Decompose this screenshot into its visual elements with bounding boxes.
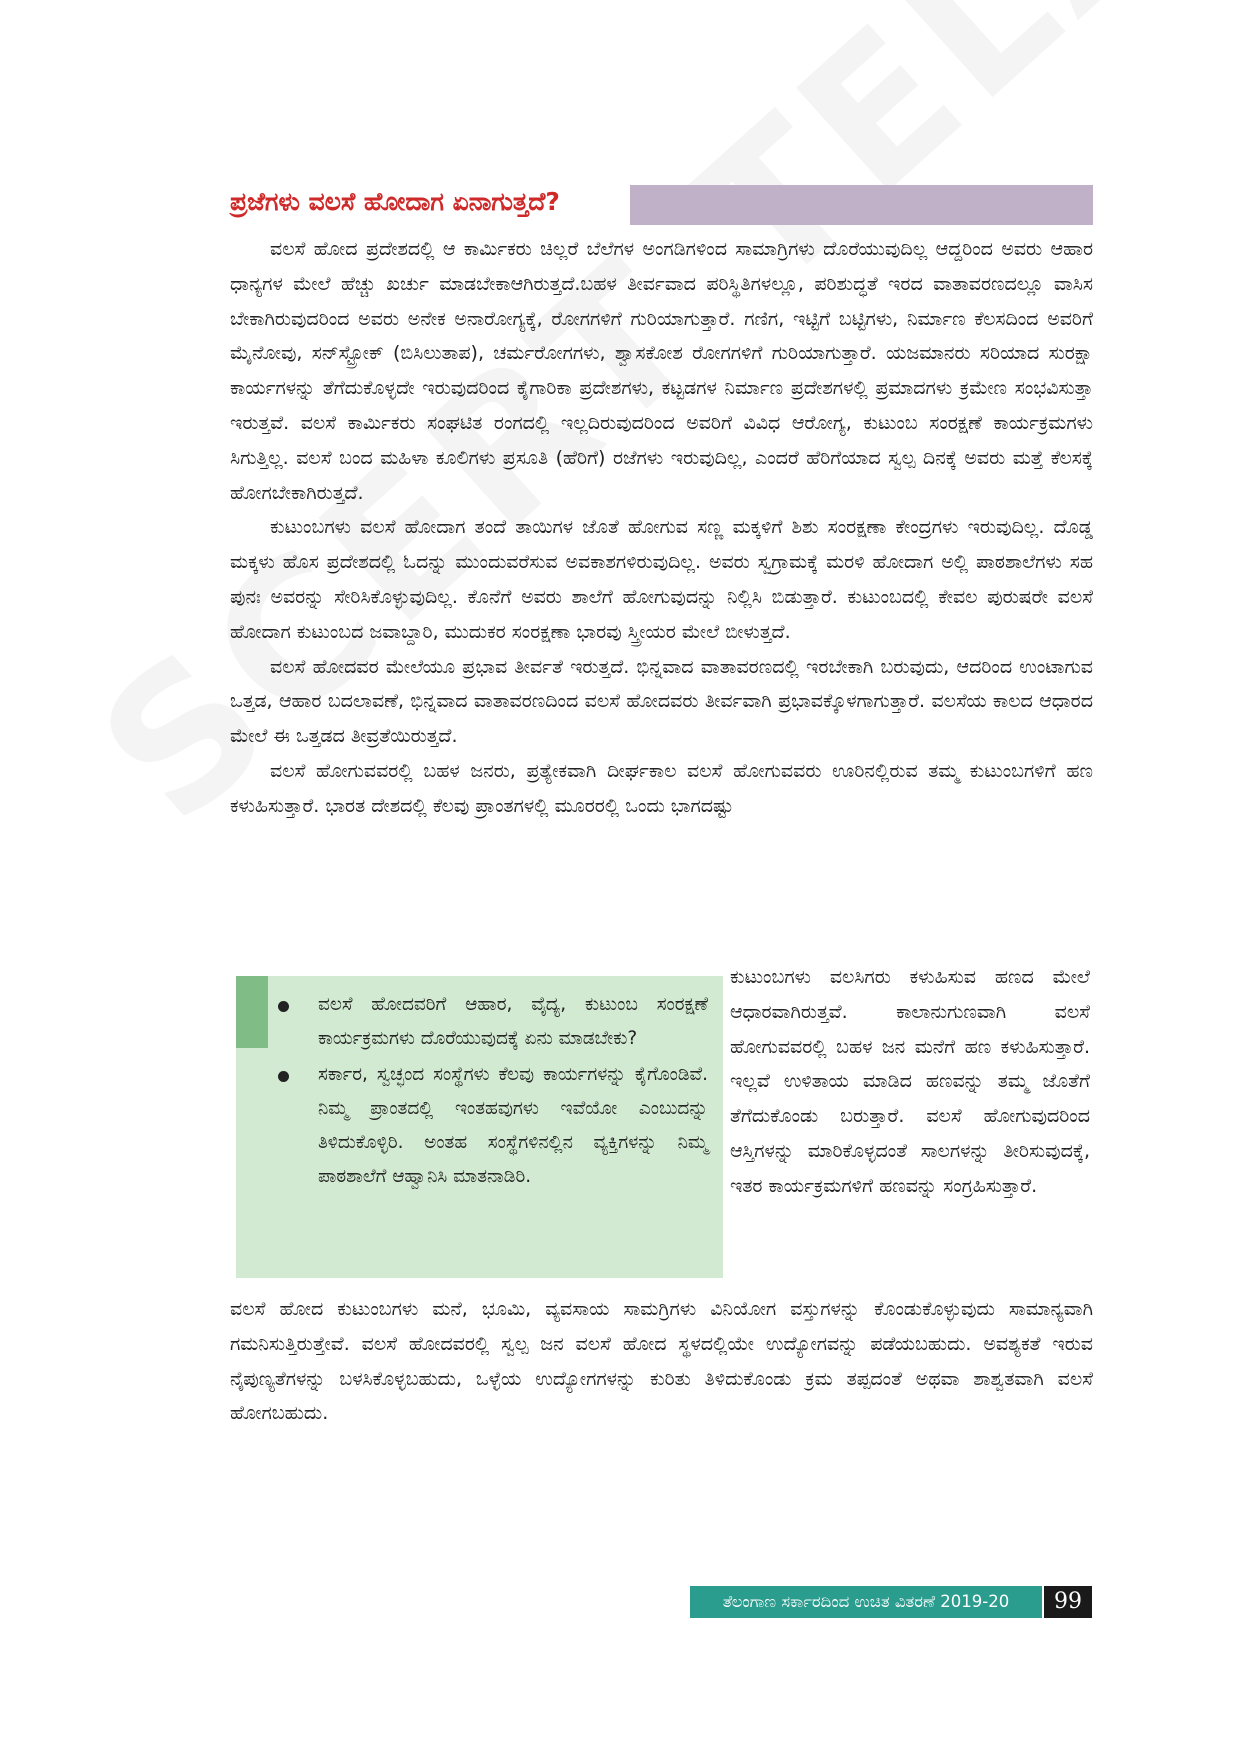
activity-list xyxy=(278,988,708,1196)
bullet-icon xyxy=(278,1001,289,1012)
activity-item xyxy=(278,1058,708,1194)
paragraph: ವಲಸೆ ಹೋಗುವವರಲ್ಲಿ ಬಹಳ ಜನರು, ಪ್ರತ್ಯೇಕವಾಗಿ ದೀರ್ಘಕಾಲ ವಲಸೆ ಹೋಗುವವರು ಊರಿನಲ್ಲಿರುವ ತಮ್ಮ ಕುಟುಂಬಗಳಿಗೆ ಹಣ ಕಳುಹಿಸುತ್ತಾರೆ. ಭಾರತ ದೇಶದಲ್ಲಿ ಕೆಲವು ಪ್ರಾಂತಗಳಲ್ಲಿ ಮೂರರಲ್ಲಿ ಒಂದು ಭಾಗದಷ್ಟು xyxy=(230,759,1093,817)
section-title: ಪ್ರಜೆಗಳು ವಲಸೆ ಹೋದಾಗ ಏನಾಗುತ್ತದೆ? xyxy=(230,187,560,216)
activity-item xyxy=(278,988,708,1056)
main-text xyxy=(230,232,1093,824)
activity-text: ಸರ್ಕಾರ, ಸ್ವಚ್ಛಂದ ಸಂಸ್ಥೆಗಳು ಕೆಲವು ಕಾರ್ಯಗಳನ್ನು ಕೈಗೊಂಡಿವೆ. ನಿಮ್ಮ ಪ್ರಾಂತದಲ್ಲಿ ಇಂತಹವುಗಳು ಇವೆಯೋ ಎಂಬುದನ್ನು ತಿಳಿದುಕೊಳ್ಳಿರಿ. ಅಂತಹ ಸಂಸ್ಥೆಗಳಿನಲ್ಲಿನ ವ್ಯಕ್ತಿಗಳನ್ನು ನಿಮ್ಮ ಪಾಠಶಾಲೆಗೆ ಆಹ್ವಾನಿಸಿ ಮಾತನಾಡಿರಿ. xyxy=(318,1064,708,1187)
box-tab xyxy=(236,976,268,1048)
bullet-icon xyxy=(278,1071,289,1082)
title-accent-bar xyxy=(630,185,1093,225)
section-header xyxy=(230,185,1093,227)
paragraph: ವಲಸೆ ಹೋದ ಪ್ರದೇಶದಲ್ಲಿ ಆ ಕಾರ್ಮಿಕರು ಚಿಲ್ಲರೆ ಬೆಲೆಗಳ ಅಂಗಡಿಗಳಿಂದ ಸಾಮಾಗ್ರಿಗಳು ದೊರೆಯುವುದಿಲ್ಲ ಆದ್ದರಿಂದ ಅವರು ಆಹಾರ ಧಾನ್ಯಗಳ ಮೇಲೆ ಹೆಚ್ಚು ಖರ್ಚು ಮಾಡಬೇಕಾಆಗಿರುತ್ತದೆ.ಬಹಳ ತೀರ್ವವಾದ ಪರಿಸ್ಥಿತಿಗಳಲ್ಲೂ, ಪರಿಶುದ್ಧತೆ ಇರದ ವಾತಾವರಣದಲ್ಲೂ ವಾಸಿಸ ಬೇಕಾಗಿರುವುದರಿಂದ ಅವರು ಅನೇಕ ಅನಾರೋಗ್ಯಕ್ಕೆ, ರೋಗಗಳಿಗೆ ಗುರಿಯಾಗುತ್ತಾರೆ. ಗಣಿಗ, ಇಟ್ಟಿಗೆ ಬಟ್ಟಿಗಳು, ನಿರ್ಮಾಣ ಕೆಲಸದಿಂದ ಅವರಿಗೆ ಮೈನೋವು, ಸನ್‌ಸ್ಟ್ರೋಕ್ (ಬಿಸಿಲುತಾಪ), ಚರ್ಮರೋಗಗಳು, ಶ್ವಾಸಕೋಶ ರೋಗಗಳಿಗೆ ಗುರಿಯಾಗುತ್ತಾರೆ. ಯಜಮಾನರು ಸರಿಯಾದ ಸುರಕ್ಷಾ ಕಾರ್ಯಗಳನ್ನು ತೆಗೆದುಕೊಳ್ಳದೇ ಇರುವುದರಿಂದ ಕೈಗಾರಿಕಾ ಪ್ರದೇಶಗಳು, ಕಟ್ಟಡಗಳ ನಿರ್ಮಾಣ ಪ್ರದೇಶಗಳಲ್ಲಿ ಪ್ರಮಾದಗಳು ಕ್ರಮೇಣ ಸಂಭವಿಸುತ್ತಾ ಇರುತ್ತವೆ. ವಲಸೆ ಕಾರ್ಮಿಕರು ಸಂಘಟಿತ ರಂಗದಲ್ಲಿ ಇಲ್ಲದಿರುವುದರಿಂದ ಅವರಿಗೆ ವಿವಿಧ ಆರೋಗ್ಯ, ಕುಟುಂಬ ಸಂರಕ್ಷಣೆ ಕಾರ್ಯಕ್ರಮಗಳು ಸಿಗುತ್ತಿಲ್ಲ. ವಲಸೆ ಬಂದ ಮಹಿಳಾ ಕೂಲಿಗಳು ಪ್ರಸೂತಿ (ಹೆರಿಗೆ) ರಜೆಗಳು ಇರುವುದಿಲ್ಲ, ಎಂದರೆ ಹೆರಿಗೆಯಾದ ಸ್ವಲ್ಪ ದಿನಕ್ಕೆ ಅವರು ಮತ್ತೆ ಕೆಲಸಕ್ಕೆ ಹೋಗಬೇಕಾಗಿರುತ್ತದೆ. xyxy=(230,238,1093,504)
paragraph: ವಲಸೆ ಹೋದ ಕುಟುಂಬಗಳು ಮನೆ, ಭೂಮಿ, ವ್ಯವಸಾಯ ಸಾಮಗ್ರಿಗಳು ವಿನಿಯೋಗ ವಸ್ತುಗಳನ್ನು ಕೊಂಡುಕೊಳ್ಳುವುದು ಸಾಮಾನ್ಯವಾಗಿ ಗಮನಿಸುತ್ತಿರುತ್ತೇವೆ. ವಲಸೆ ಹೋದವರಲ್ಲಿ ಸ್ವಲ್ಪ ಜನ ವಲಸೆ ಹೋದ ಸ್ಥಳದಲ್ಲಿಯೇ ಉದ್ಯೋಗವನ್ನು ಪಡೆಯಬಹುದು. ಅವಶ್ಯಕತೆ ಇರುವ ನೈಪುಣ್ಯತೆಗಳನ್ನು ಬಳಸಿಕೊಳ್ಳಬಹುದು, ಒಳ್ಳೆಯ ಉದ್ಯೋಗಗಳನ್ನು ಕುರಿತು ತಿಳಿದುಕೊಂಡು ಕ್ರಮ ತಪ್ಪದಂತೆ ಅಥವಾ ಶಾಶ್ವತವಾಗಿ ವಲಸೆ ಹೋಗಬಹುದು. xyxy=(230,1298,1093,1425)
footer-distribution-note: ತೆಲಂಗಾಣ ಸರ್ಕಾರದಿಂದ ಉಚಿತ ವಿತರಣೆ 2019-20 xyxy=(690,1586,1042,1618)
closing-text xyxy=(230,1292,1093,1431)
paragraph: ವಲಸೆ ಹೋದವರ ಮೇಲೆಯೂ ಪ್ರಭಾವ ತೀರ್ವತೆ ಇರುತ್ತದೆ. ಭಿನ್ನವಾದ ವಾತಾವರಣದಲ್ಲಿ ಇರಬೇಕಾಗಿ ಬರುವುದು, ಆದರಿಂದ ಉಂಟಾಗುವ ಒತ್ತಡ, ಆಹಾರ ಬದಲಾವಣೆ, ಭಿನ್ನವಾದ ವಾತಾವರಣದಿಂದ ವಲಸೆ ಹೋದವರು ತೀರ್ವವಾಗಿ ಪ್ರಭಾವಕ್ಕೊಳಗಾಗುತ್ತಾರೆ. ವಲಸೆಯ ಕಾಲದ ಆಧಾರದ ಮೇಲೆ ಈ ಒತ್ತಡದ ತೀವ್ರತೆಯಿರುತ್ತದೆ. xyxy=(230,655,1093,748)
paragraph: ಕುಟುಂಬಗಳು ವಲಸೆ ಹೋದಾಗ ತಂದೆ ತಾಯಿಗಳ ಜೊತೆ ಹೋಗುವ ಸಣ್ಣ ಮಕ್ಕಳಿಗೆ ಶಿಶು ಸಂರಕ್ಷಣಾ ಕೇಂದ್ರಗಳು ಇರುವುದಿಲ್ಲ. ದೊಡ್ಡ ಮಕ್ಕಳು ಹೊಸ ಪ್ರದೇಶದಲ್ಲಿ ಓದನ್ನು ಮುಂದುವರೆಸುವ ಅವಕಾಶಗಳಿರುವುದಿಲ್ಲ. ಅವರು ಸ್ವಗ್ರಾಮಕ್ಕೆ ಮರಳಿ ಹೋದಾಗ ಅಲ್ಲಿ ಪಾಠಶಾಲೆಗಳು ಸಹ ಪುನಃ ಅವರನ್ನು ಸೇರಿಸಿಕೊಳ್ಳುವುದಿಲ್ಲ. ಕೊನೆಗೆ ಅವರು ಶಾಲೆಗೆ ಹೋಗುವುದನ್ನು ನಿಲ್ಲಿಸಿ ಬಿಡುತ್ತಾರೆ. ಕುಟುಂಬದಲ್ಲಿ ಕೇವಲ ಪುರುಷರೇ ವಲಸೆ ಹೋದಾಗ ಕುಟುಂಬದ ಜವಾಬ್ದಾರಿ, ಮುದುಕರ ಸಂರಕ್ಷಣಾ ಭಾರವು ಸ್ತ್ರೀಯರ ಮೇಲೆ ಬೀಳುತ್ತದೆ. xyxy=(230,516,1093,643)
activity-box xyxy=(236,976,723,1278)
activity-text: ವಲಸೆ ಹೋದವರಿಗೆ ಆಹಾರ, ವೈದ್ಯ, ಕುಟುಂಬ ಸಂರಕ್ಷಣೆ ಕಾರ್ಯಕ್ರಮಗಳು ದೊರೆಯುವುದಕ್ಕೆ ಏನು ಮಾಡಬೇಕು? xyxy=(318,994,708,1049)
side-text xyxy=(730,960,1090,1204)
paragraph: ಕುಟುಂಬಗಳು ವಲಸಿಗರು ಕಳುಹಿಸುವ ಹಣದ ಮೇಲೆ ಆಧಾರವಾಗಿರುತ್ತವೆ. ಕಾಲಾನುಗುಣವಾಗಿ ವಲಸೆ ಹೋಗುವವರಲ್ಲಿ ಬಹಳ ಜನ ಮನೆಗೆ ಹಣ ಕಳುಹಿಸುತ್ತಾರೆ. ಇಲ್ಲವೆ ಉಳಿತಾಯ ಮಾಡಿದ ಹಣವನ್ನು ತಮ್ಮ ಜೊತೆಗೆ ತೆಗೆದುಕೊಂಡು ಬರುತ್ತಾರೆ. ವಲಸೆ ಹೋಗುವುದರಿಂದ ಆಸ್ತಿಗಳನ್ನು ಮಾರಿಕೊಳ್ಳದಂತೆ ಸಾಲಗಳನ್ನು ತೀರಿಸುವುದಕ್ಕೆ, ಇತರ ಕಾರ್ಯಕ್ರಮಗಳಿಗೆ ಹಣವನ್ನು ಸಂಗ್ರಹಿಸುತ್ತಾರೆ. xyxy=(730,966,1090,1197)
page-number: 99 xyxy=(1044,1586,1092,1618)
